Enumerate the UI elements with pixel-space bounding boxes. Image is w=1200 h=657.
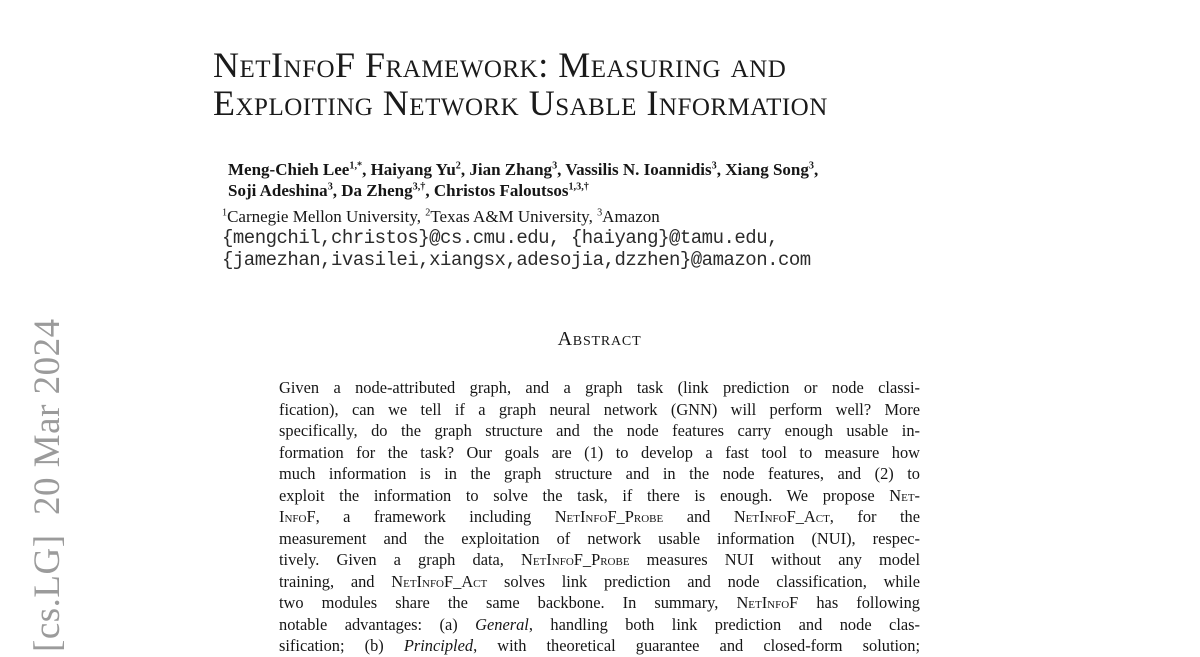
text-run: , Christos Faloutsos: [425, 181, 569, 200]
text-run: and: [663, 507, 734, 526]
text-run: , with theoretical guarantee and closed-form solution;: [473, 636, 920, 655]
text-run: sification; (b): [279, 636, 404, 655]
arxiv-watermark: [cs.LG] 20 Mar 2024: [27, 318, 68, 652]
email-addresses: [222, 228, 811, 271]
text-run: training, and: [279, 571, 392, 591]
text-run: NetInfoF_Probe: [521, 550, 630, 569]
text-run: much information is in the graph structure and in the node features, and (2) to: [279, 464, 920, 483]
superscript: 3: [597, 207, 603, 219]
superscript: 3: [808, 160, 814, 172]
text-run: , Jian Zhang: [460, 160, 553, 179]
paper-title: [213, 46, 828, 122]
text-run: NetInfoF_Probe: [554, 507, 664, 526]
text-run: NetInfoF_Act: [733, 507, 830, 526]
text-run: , Vassilis N. Ioannidis: [557, 160, 712, 179]
text-run: measurement and the exploitation of network usable information (NUI), respec-: [279, 528, 920, 548]
text-line: [279, 420, 920, 442]
text-line: [279, 592, 920, 614]
text-line: {mengchil,christos}@cs.cmu.edu, {haiyang}@tamu.edu,: [222, 227, 778, 249]
text-run: Carnegie Mellon University,: [227, 207, 426, 226]
text-run: , for the: [829, 507, 920, 526]
text-run: specifically, do the graph structure and the node features carry enough usable in-: [279, 421, 920, 440]
abstract-heading: Abstract: [557, 328, 642, 350]
text-run: Meng-Chieh Lee: [228, 160, 350, 179]
text-run: , handling both link prediction and node clas-: [528, 614, 920, 634]
superscript: 2: [425, 207, 431, 219]
text-run: two modules share the same backbone. In summary,: [279, 593, 737, 612]
text-run: , Xiang Song: [716, 160, 809, 179]
text-run: Amazon: [602, 207, 660, 226]
text-line: [228, 159, 818, 180]
text-line: [279, 571, 920, 593]
affiliations: [222, 206, 660, 227]
text-line: [279, 614, 920, 636]
text-line: {jamezhan,ivasilei,xiangsx,adesojia,dzzhen}@amazon.com: [222, 248, 811, 271]
text-line: [279, 549, 920, 571]
text-run: ,: [813, 160, 819, 179]
text-run: , a framework including: [315, 507, 555, 526]
text-run: , Da Zheng: [332, 181, 413, 200]
text-run: tively. Given a graph data,: [279, 550, 522, 569]
text-run: InfoF: [279, 507, 316, 526]
text-run: NetInfoF_Act: [391, 571, 488, 591]
text-line: [279, 635, 920, 657]
superscript: 1,3,†: [568, 181, 589, 193]
text-line: [279, 463, 920, 485]
text-line: [279, 485, 920, 507]
text-line: [279, 528, 920, 550]
text-run: , Haiyang Yu: [362, 160, 456, 179]
text-run: has following: [798, 593, 920, 612]
text-run: Net-: [889, 485, 920, 505]
text-run: Principled: [403, 636, 474, 655]
superscript: 1,*: [349, 160, 363, 172]
superscript: 3,†: [412, 181, 426, 193]
superscript: 2: [455, 160, 461, 172]
text-run: exploit the information to solve the task, if there is enough. We propose: [279, 485, 890, 505]
text-run: formation for the task? Our goals are (1) to develop a fast tool to measure how: [279, 442, 920, 462]
text-run: solves link prediction and node classification, while: [487, 571, 920, 591]
superscript: 1: [222, 207, 228, 219]
text-run: measures NUI without any model: [629, 550, 920, 569]
abstract-text: [279, 377, 920, 657]
text-line: [279, 442, 920, 464]
text-run: notable advantages: (a): [279, 614, 476, 634]
paper-title-line1: NetInfoF Framework: Measuring and: [213, 45, 787, 85]
text-run: fication), can we tell if a graph neural network (GNN) will perform well? More: [279, 399, 920, 419]
text-line: [228, 180, 818, 201]
superscript: 3: [327, 181, 333, 193]
author-list: [228, 159, 818, 201]
text-run: Given a node-attributed graph, and a graph task (link prediction or node classi-: [279, 378, 920, 397]
text-run: Texas A&M University,: [430, 207, 598, 226]
superscript: 3: [552, 160, 558, 172]
text-run: NetInfoF: [736, 593, 799, 612]
text-line: [279, 399, 920, 421]
text-line: [279, 506, 920, 528]
text-run: Soji Adeshina: [228, 181, 328, 200]
superscript: 3: [711, 160, 717, 172]
text-line: [279, 377, 920, 399]
paper-title-line2: Exploiting Network Usable Information: [213, 83, 828, 123]
text-run: General: [475, 614, 529, 634]
